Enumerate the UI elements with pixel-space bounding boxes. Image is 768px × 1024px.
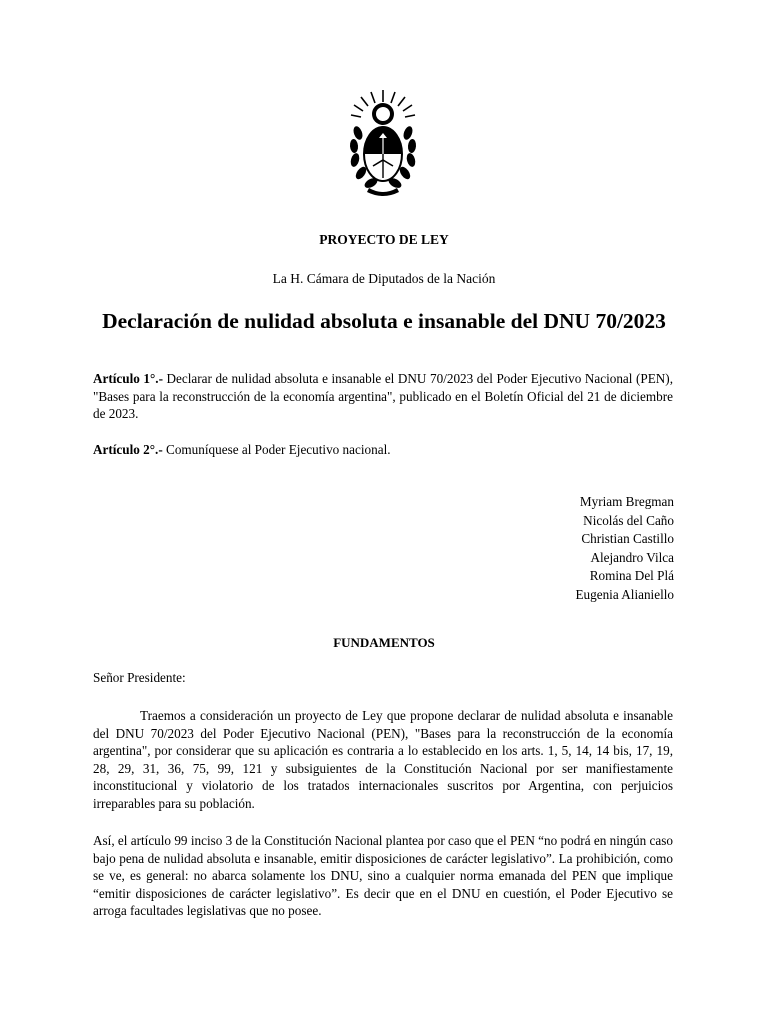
salutation: Señor Presidente:: [93, 670, 186, 685]
signatories-list: [575, 493, 674, 605]
national-coat-of-arms-icon: [343, 88, 423, 198]
article-1-text: Declarar de nulidad absoluta e insanable el DNU 70/2023 del Poder Ejecutivo Nacional (PEN), "Bases para la reconstrucción de la economía argentina", publicado en el Boletín Oficial del 21 de diciembre de 2023.: [93, 371, 673, 421]
article-2-text: Comuníquese al Poder Ejecutivo nacional.: [162, 442, 391, 457]
signer-name: Romina Del Plá: [589, 568, 674, 584]
article-1-label: Artículo 1°.-: [93, 371, 163, 386]
bill-type-heading: PROYECTO DE LEY: [319, 232, 449, 247]
bill-title: Declaración de nulidad absoluta e insanable del DNU 70/2023: [102, 309, 666, 333]
signer-name: Alejandro Vilca: [590, 549, 674, 565]
article-2-label: Artículo 2°.-: [93, 442, 163, 457]
signer-name: Nicolás del Caño: [583, 512, 674, 528]
fundamentos-paragraph-2: Así, el artículo 99 inciso 3 de la Constitución Nacional plantea por caso que el PEN “no podrá en ningún caso bajo pena de nulidad absoluta e insanable, emitir disposiciones de carácter legislativo”. La prohibición, como se ve, es general: no abarca solamente los DNU, sino a cualquier norma emanada del PEN que implique “emitir disposiciones de carácter legislativo”. Es decir que en el DNU en cuestión, el Poder Ejecutivo se arroga facultades legislativas que no posee.: [93, 833, 673, 918]
paragraph-1-text: Traemos a consideración un proyecto de Ley que propone declarar de nulidad absoluta e insanable del DNU 70/2023 del Poder Ejecutivo Nacional (PEN), "Bases para la reconstrucción de la economía argentina", por considerar que su aplicación es contraria a lo establecido en los arts. 1, 5, 14, 14 bis, 17, 19, 28, 29, 31, 36, 75, 99, 121 y subsiguientes de la Constitución Nacional por ser manifiestamente inconstitucional y violatorio de los tratados internacionales suscritos por Argentina, con perjuicios irreparables para su población.: [93, 708, 673, 811]
signer-name: Christian Castillo: [581, 531, 674, 547]
article-1: [93, 370, 673, 423]
fundamentos-paragraph-1: [93, 707, 673, 812]
fundamentos-heading: FUNDAMENTOS: [333, 635, 435, 650]
signer-name: Eugenia Alianiello: [575, 586, 674, 602]
chamber-line: La H. Cámara de Diputados de la Nación: [272, 271, 496, 286]
article-2: [93, 441, 673, 459]
signer-name: Myriam Bregman: [579, 494, 674, 509]
